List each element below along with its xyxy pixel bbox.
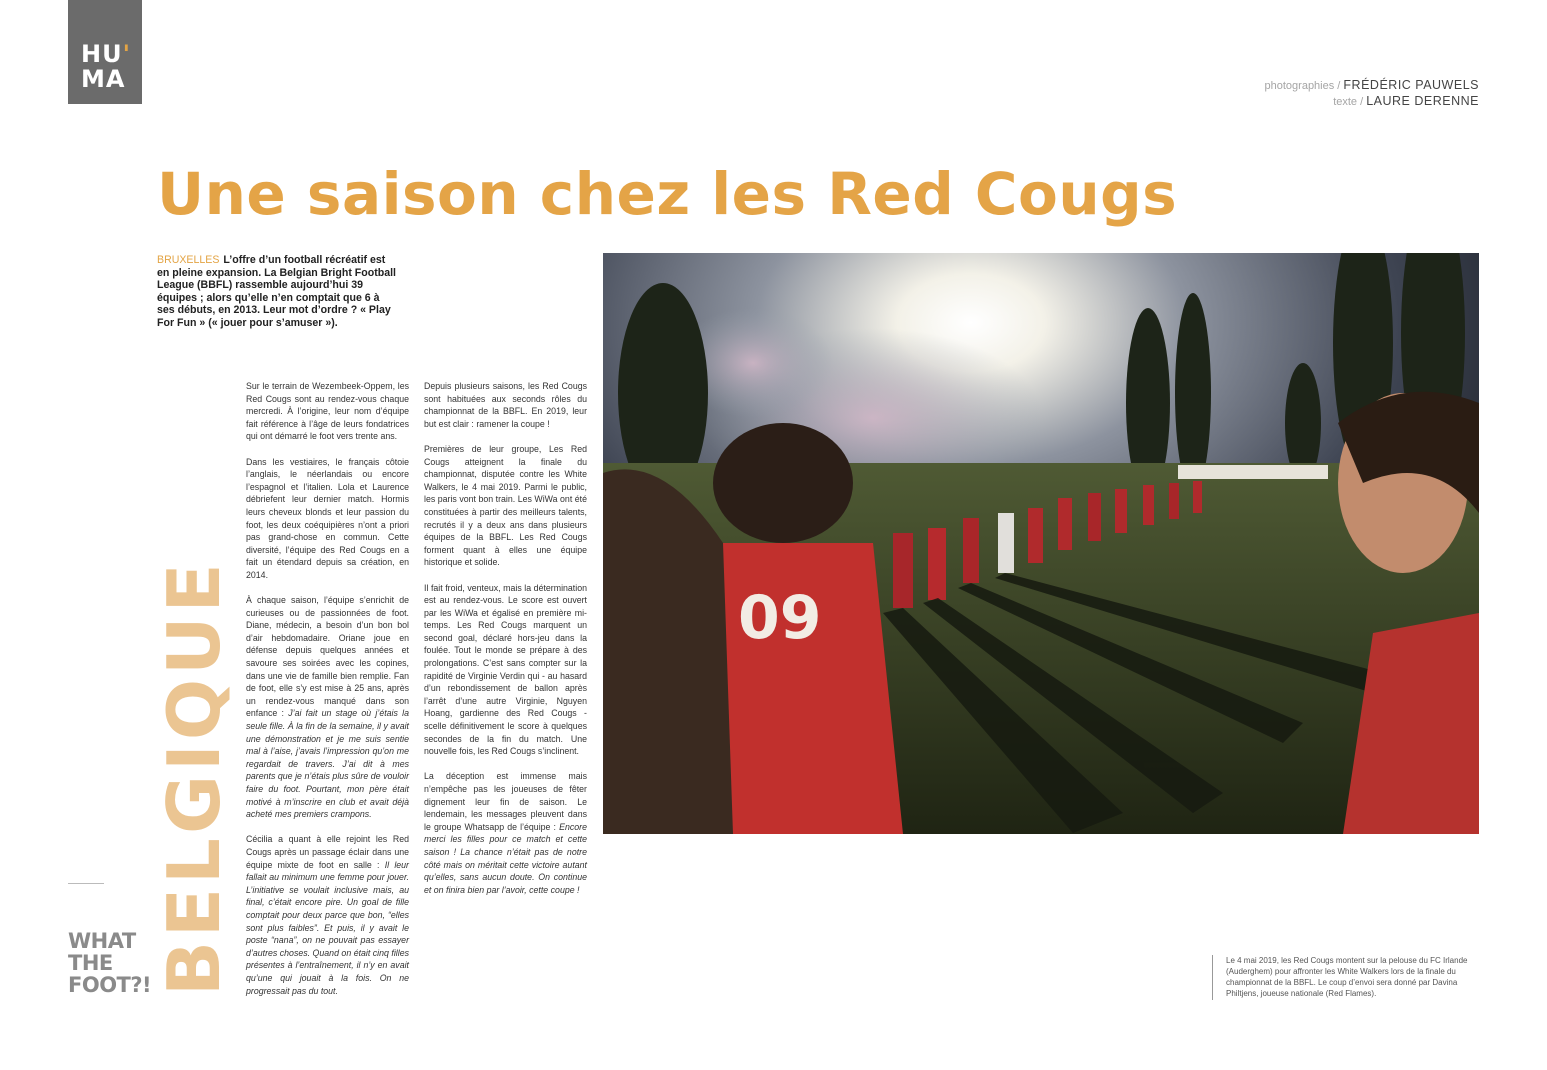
football-team-photo	[603, 253, 1479, 834]
article-column-2	[424, 380, 587, 909]
quote: J’ai fait un stage où j’étais la seule fille. À la fin de la semaine, il y avait une démonstration et je me suis sentie mal à l’aise, j’avais l’impression qu’on me regardait de travers. J’ai dit à mes parents que je n’étais plus sûre de vouloir faire du foot. Pourtant, mon père était motivé à m’inscrire en club et avait déjà acheté mes premiers crampons.	[246, 708, 409, 820]
rubric-what-the-foot	[68, 930, 151, 996]
lede-location: BRUXELLES	[157, 254, 220, 266]
paragraph: Depuis plusieurs saisons, les Red Cougs sont habituées aux seconds rôles du championnat de la BBFL. En 2019, leur but est clair : ramener la coupe !	[424, 381, 587, 429]
article-lede	[157, 254, 397, 329]
credits	[1265, 78, 1479, 110]
huma-logo	[68, 0, 142, 104]
lede-text: L’offre d’un football récréatif est en pleine expansion. La Belgian Bright Football League (BBFL) rassemble aujourd’hui 39 équipes ; alors qu’elle n’en comptait que 6 à ses débuts, en 2013. Leur mot d’ordre ? « Play For Fun » (« jouer pour s’amuser »).	[157, 254, 396, 329]
paragraph: Premières de leur groupe, Les Red Cougs atteignent la finale du championnat, disputée contre les White Walkers, le 4 mai 2019. Parmi le public, les paris vont bon train. Les WiWa ont été constituées à partir des meilleurs talents, recrutés il y a deux ans dans plusieurs équipes de la BBFL. Les Red Cougs forment quant à elles une équipe historique et solide.	[424, 443, 587, 568]
quote: Il leur fallait au minimum une femme pour jouer. L’initiative se voulait inclusive mais, au final, c’était encore pire. Un goal de fille comptait pour deux parce que bon, “elles sont plus faibles”. Et puis, il y avait le poste “nana”, on ne pouvait pas essayer d’autres choses. Quand on était cinq filles présentes à l’entraînement, il n’y en avait qu’une qui jouait à la fois. On ne progressait pas du tout.	[246, 859, 409, 996]
quote: Encore merci les filles pour ce match et cette saison ! La chance n’était pas de notre côté mais on méritait cette victoire autant qu’elles, sans aucun doute. On continue et on finira bien par l’avoir, cette coupe !	[424, 821, 587, 895]
photo-caption: Le 4 mai 2019, les Red Cougs montent sur la pelouse du FC Irlande (Auderghem) pour affronter les White Walkers lors de la finale du championnat de la BBFL. Le coup d’envoi sera donné par Davina Philtjens, joueuse nationale (Red Flames).	[1226, 956, 1468, 998]
paragraph: Sur le terrain de Wezembeek-Oppem, les Red Cougs sont au rendez-vous chaque mercredi. À l’origine, leur nom d’équipe fait référence à l’âge de leurs fondatrices qui ont démarré le foot vers trente ans.	[246, 381, 409, 442]
rubric-line: THE	[68, 951, 113, 975]
paragraph: Dans les vestiaires, le français côtoie l’anglais, le néerlandais ou encore l’espagnol et l’italien. Lola et Laurence débriefent leur dernier match. Hormis leurs cheveux blonds et leur passion du foot, les deux coéquipières n’ont a priori pas grand-chose en commun. Cette diversité, l’équipe des Red Cougs en a fait un étendard depuis sa création, en 2014.	[246, 456, 409, 580]
photo-credit-label: photographies /	[1264, 80, 1341, 92]
article-photo	[603, 253, 1479, 834]
logo-accent: '	[122, 40, 131, 68]
rubric-line: WHAT	[68, 929, 136, 953]
rubric-line: FOOT?!	[68, 973, 152, 997]
logo-text-ma: MA	[81, 65, 126, 93]
paragraph-text: Cécilia a quant à elle rejoint les Red Cougs après un passage éclair dans une équipe mixte de foot en salle :	[246, 834, 409, 870]
text-credit-name: LAURE DERENNE	[1366, 94, 1479, 108]
tents	[1178, 465, 1328, 479]
paragraph	[246, 594, 409, 821]
country-label: BELGIQUE	[152, 559, 236, 996]
jersey-number: 09	[738, 583, 822, 653]
paragraph: Il fait froid, venteux, mais la détermination est au rendez-vous. Le score est ouvert par les WiWa et égalisé en première mi-temps. Les Red Cougs marquent un second goal, déclaré hors-jeu dans la foulée. Tout le monde se prépare à des prolongations. C’est sans compter sur la rapidité de Virginie Verdin qui - au hasard d’un rebondissement de ballon après l’arrêt d’une autre Virginie, Nguyen Hoang, gardienne des Red Cougs - scelle définitivement le score à quelques secondes de la fin du match. Une nouvelle fois, les Red Cougs s’inclinent.	[424, 582, 587, 757]
logo-text-hu: HU	[81, 40, 123, 68]
caption-rule	[1212, 955, 1213, 1000]
photo-credit-name: FRÉDÉRIC PAUWELS	[1343, 78, 1479, 92]
article-title: Une saison chez les Red Cougs	[157, 160, 1178, 228]
paragraph-text: À chaque saison, l’équipe s’enrichit de curieuses ou de passionnées de foot. Diane, médecin, a besoin d’un bon bol d’air hebdomadaire. Oriane joue en défense depuis quelques années et savoure ses soirées avec les copines, dans une vie de famille bien remplie. Fan de foot, elle s’y est mise à 25 ans, après un rendez-vous manqué dans son enfance :	[246, 595, 409, 719]
paragraph-text: La déception est immense mais n’empêche pas les joueuses de fêter dignement leur fin de saison. Le lendemain, les messages pleuvent dans le groupe Whatsapp de l’équipe :	[424, 771, 587, 832]
section-rule	[68, 883, 104, 884]
text-credit-label: texte /	[1333, 96, 1364, 108]
